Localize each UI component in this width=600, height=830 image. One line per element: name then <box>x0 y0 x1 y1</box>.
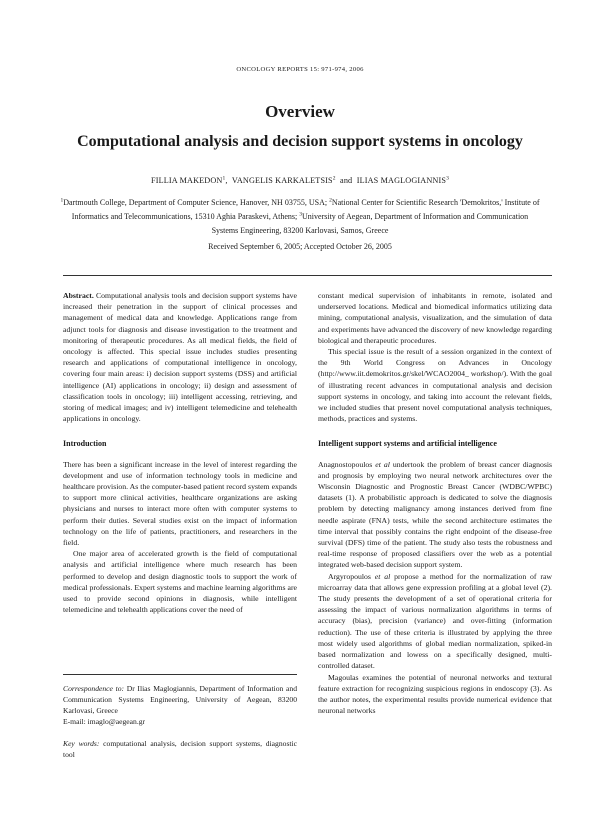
running-head: ONCOLOGY REPORTS 15: 971-974, 2006 <box>236 66 364 73</box>
keywords-label: Key words: <box>63 739 100 748</box>
affil-mark: 2 <box>329 197 332 204</box>
author-name: FILLIA MAKEDON <box>151 176 223 185</box>
abstract <box>63 290 297 424</box>
keywords-text: computational analysis, decision support systems, diagnostic tool <box>63 739 297 759</box>
etal: et al <box>375 459 390 469</box>
header-divider <box>63 275 552 276</box>
correspondence <box>63 683 297 716</box>
body-paragraph: Magoulas examines the potential of neuronal networks and textural feature extraction for recognizing suspicious regions in endoscopy (3). As the author notes, the experimental results provide numerical evidence that neuronal networks <box>318 672 552 716</box>
right-column <box>318 290 552 716</box>
abstract-label: Abstract. <box>63 291 94 300</box>
author-ref: Argyropoulos <box>328 571 375 581</box>
author-name: ILIAS MAGLOGIANNIS <box>356 176 447 185</box>
paragraph-text: undertook the problem of breast cancer diagnosis and prognosis by employing two neural network architectures over the Wisconsin Diagnostic and Prognostic Breast Cancer (WDBC/WPBC) datasets (1). A probabilistic approach is dedicated to solve the diagnosis problem by detecting malignancy among instances derived from fine needle aspirate (FNA) tests, while the second architecture estimates the time interval that possibly contains the right endpoint of the disease-free survival (DFS) time of the patient. The study also tests the robustness and real-time response of proposed classifiers over the web as a potential integrated web-based decision support system. <box>318 459 552 570</box>
section-heading-intelligent-support: Intelligent support systems and artificial intelligence <box>318 439 497 449</box>
affil-mark: 3 <box>299 211 303 218</box>
affiliations <box>60 196 540 238</box>
etal: et al <box>374 571 391 581</box>
author-name: VANGELIS KARKALETSIS <box>231 176 333 185</box>
abstract-text: Computational analysis tools and decision support systems have increased their penetration in the support of clinical processes and management of medical data and knowledge. Applications range from adjunct tools for diagnosis and disease investigation to the treatment and monitoring of therapeutic procedures. As all medical fields, the field of oncology is affected. This special issue includes studies presenting research and applications of computational intelligence in oncology, covering four main areas: i) decision support systems (DSS) and artificial intelligence (AI) applications in oncology; ii) design and assessment of classification tools in oncology; iii) intelligent accessing, retrieving, and storing of medical images; and iv) intelligent telemedicine and telehealth applications in oncology. <box>63 291 297 424</box>
keywords <box>63 738 297 760</box>
affil-text: Dartmouth College, Department of Computer Science, Hanover, NH 03755, USA; <box>63 198 330 207</box>
body-paragraph: constant medical supervision of inhabitants in remote, isolated and underserved locations. Medical and biomedical informatics utilizing data mining, computational analysis, visualization, and the simulation of data and experiments have advanced the discovery of new knowledge regarding biological and therapeutic procedures. <box>318 291 552 345</box>
paper-title: Computational analysis and decision support systems in oncology <box>77 133 523 150</box>
paragraph-text: propose a method for the normalization of raw microarray data that allows gene expression profiling at a global level (2). The study presents the development of a set of operational criteria for assessing the impact of various normalization algorithms in terms of accuracy (bias), precision (variance) and over-fitting (information reduction). The use of these criteria is illustrated by applying the three most widely used algorithms of global median normalization, spiked-in based normalization and lowess on a specifically designed, multi-controlled dataset. <box>318 571 552 671</box>
left-column <box>63 290 297 615</box>
section-label-overview: Overview <box>265 102 335 121</box>
email: E-mail: imaglo@aegean.gr <box>63 717 146 726</box>
author-list <box>0 176 600 185</box>
body-paragraph <box>318 571 552 672</box>
affil-text: National Center for Scientific Research 'Demokritos,' Institute of Informatics and Telecommunications, 15310 Aghia Paraskevi, Athens; <box>71 198 540 221</box>
author-affil-mark: 2 <box>332 175 336 182</box>
received-dates: Received September 6, 2005; Accepted October 26, 2005 <box>208 242 392 251</box>
correspondence-label: Correspondence to: <box>63 684 125 693</box>
correspondence-text: Dr Ilias Maglogiannis, Department of Information and Communication Systems Engineering, University of Aegean, 83200 Karlovasi, Greece <box>63 684 297 715</box>
body-paragraph: This special issue is the result of a session organized in the context of the 9th World Congress on Advances in Oncology (http://www.iit.demokritos.gr/skel/WCAO2004_ workshop/). With the goal of illustrating recent advances in computational analysis and decision support systems in oncology, and taking into account the relevant fields, we included studies that present novel computational analysis techniques, methods, practices and systems. <box>318 347 552 424</box>
author-affil-mark: 3 <box>446 175 449 182</box>
author-affil-mark: 1 <box>222 175 226 182</box>
affil-text: University of Aegean, Department of Information and Communication Systems Engineering, 83200 Karlovasi, Samos, Greece <box>211 212 529 235</box>
author-separator: and <box>335 176 357 185</box>
author-separator: , <box>225 176 232 185</box>
footnote-divider <box>63 674 297 675</box>
section-heading-introduction: Introduction <box>63 439 107 449</box>
footnote <box>63 683 297 760</box>
intro-paragraph: One major area of accelerated growth is the field of computational analysis and artificial intelligence where much research has been performed to develop and design diagnostic tools to support the work of medical professionals. Expert systems and machine learning algorithms are used to provide second opinions in diagnosis, while intelligent telemedicine and telehealth applications cover the need of <box>63 549 297 615</box>
intro-paragraph: There has been a significant increase in the level of interest regarding the development and use of information technology tools in medicine and healthcare provision. As the computer-based patient record system expands to support more clinical activities, healthcare organizations are asking physicians and nurses to interact more often with computer systems to perform their duties. Several studies exist on the impact of information technology on the life of patients, practitioners, and researchers in the field. <box>63 459 297 548</box>
affil-mark: 1 <box>60 197 64 204</box>
body-paragraph <box>318 459 552 571</box>
author-ref: Anagnostopoulos <box>318 459 376 469</box>
